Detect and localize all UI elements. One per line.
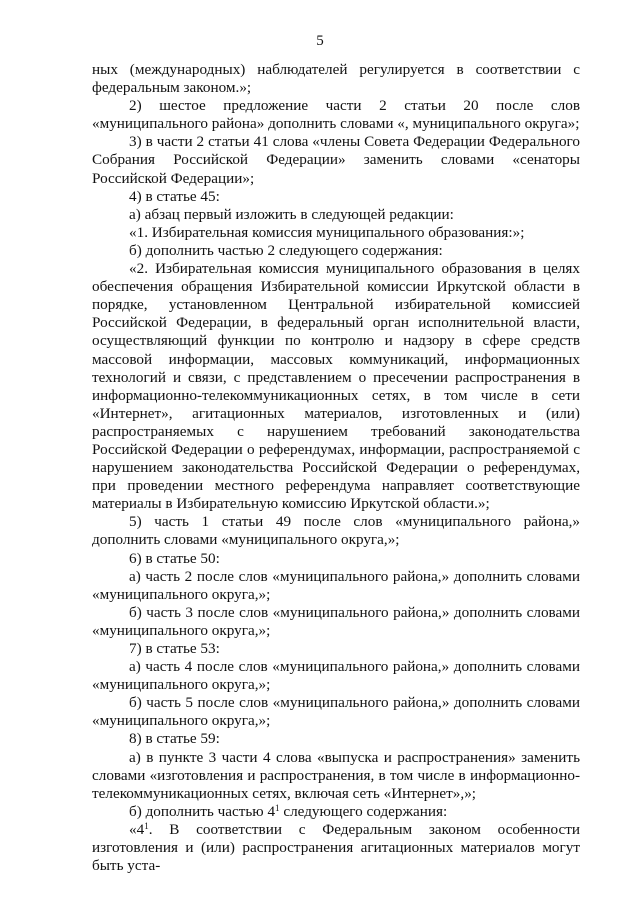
document-body bbox=[92, 61, 580, 875]
paragraph-text: следующего содержания: bbox=[279, 802, 448, 820]
paragraph bbox=[92, 803, 580, 821]
paragraph: 5) часть 1 статьи 49 после слов «муниципального района,» дополнить словами «муниципального округа,»; bbox=[92, 513, 580, 549]
paragraph: а) абзац первый изложить в следующей редакции: bbox=[129, 205, 454, 223]
paragraph: а) в пункте 3 части 4 слова «выпуска и распространения» заменить словами «изготовления и распространения, в том числе в информационно-телекоммуникационных сетях, включая сеть «Интернет»,»; bbox=[92, 748, 580, 802]
paragraph: 7) в статье 53: bbox=[129, 640, 220, 657]
page-number: 5 bbox=[316, 33, 324, 49]
superscript: 1 bbox=[144, 820, 149, 831]
paragraph: 4) в статье 45: bbox=[129, 187, 220, 205]
paragraph: 8) в статье 59: bbox=[129, 730, 220, 748]
paragraph: «2. Избирательная комиссия муниципального образования в целях обеспечения обращения Избирательной комиссии Иркутской области в порядке, установленном Центральной избирательной комиссией Российской Федерации, в федеральный орган исполнительной власти, осуществляющий функции по контролю и надзору в сфере средств массовой информации, массовых коммуникаций, информационных технологий и связи, с представлением о пресечении распространения в информационно-телекоммуникационных сетях, в том числе в сети «Интернет», агитационных материалов, изготовленных и (или) распространяемых с нарушением требований законодательства Российской Федерации о референдумах, информации, распространяемой с нарушением законодательства Российской Федерации о референдумах, при проведении местного референдума направляет соответствующие материалы в Избирательную комиссию Иркутской области.»; bbox=[92, 260, 580, 513]
paragraph: 2) шестое предложение части 2 статьи 20 после слов «муниципального района» дополнить словами «, муниципального округа»; bbox=[92, 97, 580, 133]
paragraph: «1. Избирательная комиссия муниципального образования:»; bbox=[129, 223, 525, 241]
superscript: 1 bbox=[275, 802, 280, 813]
paragraph-text: «4 bbox=[129, 820, 145, 838]
paragraph: а) часть 2 после слов «муниципального района,» дополнить словами «муниципального округа,»; bbox=[92, 567, 580, 603]
paragraph: б) дополнить частью 2 следующего содержания: bbox=[129, 241, 443, 259]
paragraph: 6) в статье 50: bbox=[129, 549, 220, 567]
paragraph-text: б) дополнить частью 4 bbox=[129, 802, 276, 820]
paragraph: ных (международных) наблюдателей регулируется в соответствии с федеральным законом.»; bbox=[92, 61, 580, 97]
paragraph: 3) в части 2 статьи 41 слова «члены Совета Федерации Федерального Собрания Российской Федерации» заменить словами «сенаторы Российской Федерации»; bbox=[92, 133, 580, 187]
paragraph: б) часть 3 после слов «муниципального района,» дополнить словами «муниципального округа,»; bbox=[92, 603, 580, 639]
paragraph-text: . В соответствии с Федеральным законом особенности изготовления и (или) распространения агитационных материалов могут быть уста- bbox=[92, 820, 580, 875]
paragraph: а) часть 4 после слов «муниципального района,» дополнить словами «муниципального округа,»; bbox=[92, 658, 580, 694]
paragraph: б) часть 5 после слов «муниципального района,» дополнить словами «муниципального округа,»; bbox=[92, 694, 580, 730]
paragraph bbox=[92, 821, 580, 875]
